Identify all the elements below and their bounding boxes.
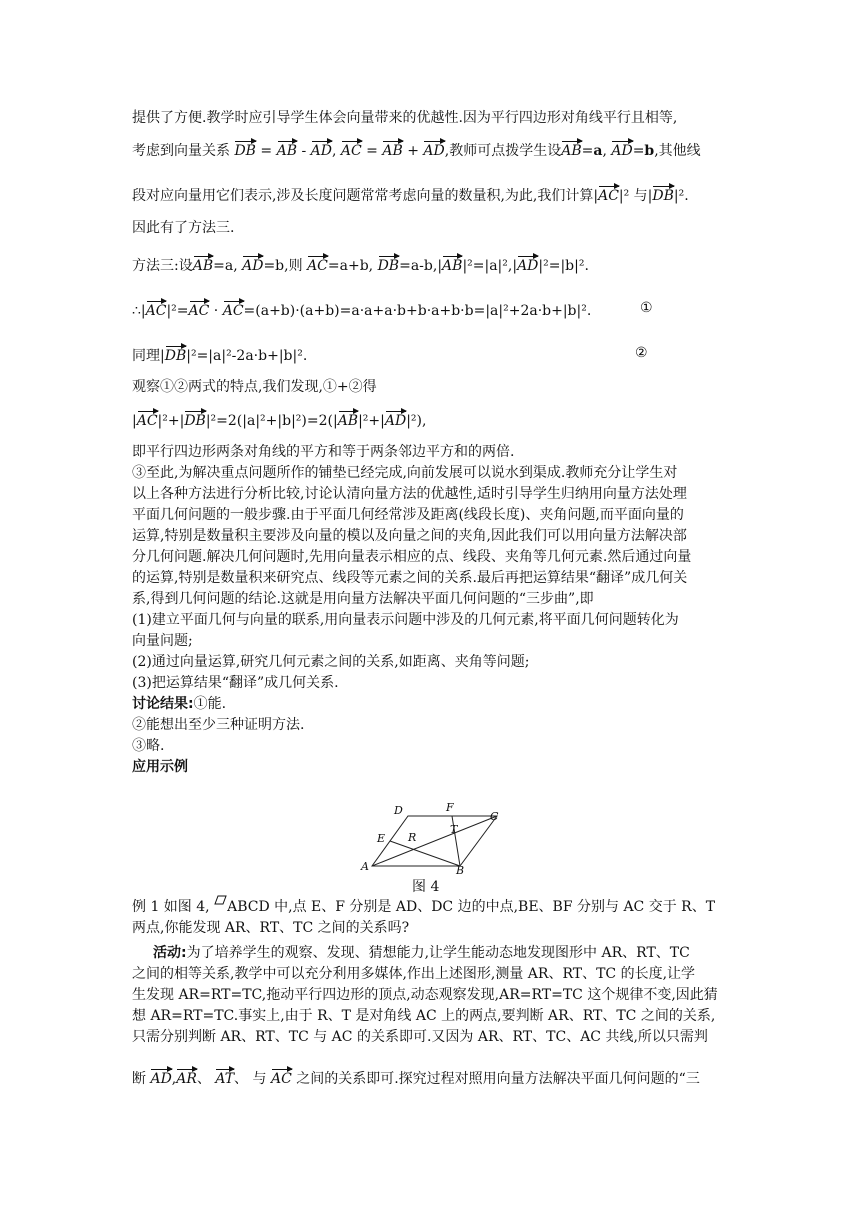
label-F: F	[446, 801, 454, 814]
vector-AD: AD	[150, 1068, 171, 1088]
label-D: D	[394, 804, 403, 817]
text-line: 因此有了方法三.	[132, 220, 235, 236]
bold-a: a	[593, 143, 603, 159]
example-1-line	[132, 897, 744, 917]
text-run: |² 与|	[618, 188, 653, 204]
label-C: C	[490, 810, 499, 823]
label-R: R	[408, 831, 417, 844]
text-run: |²+|	[358, 413, 385, 429]
vector-DB: DB	[165, 345, 187, 365]
text-run: 之间的关系即可.探究过程对照用向量方法解决平面几何问题的“三	[291, 1071, 700, 1087]
vector-AC: AC	[271, 1068, 292, 1088]
text-line: 的运算,特别是数量积来研究点、线段等元素之间的关系.最后再把运算结果“翻译”成几何关	[132, 570, 688, 586]
text-run: =a,	[213, 258, 238, 274]
parallelogram-figure	[360, 800, 510, 874]
text-run: |²=|a|²-2a·b+|b|².	[186, 348, 308, 364]
text-run: |²=|a|²,|	[462, 258, 518, 274]
text-line: ③略.	[132, 738, 165, 754]
text-run: |	[132, 413, 137, 429]
text-line: 只需分别判断 AR、RT、TC 与 AC 的关系即可.又因为 AR、RT、TC、AC 共线,所以只需判	[132, 1029, 708, 1045]
vector-AD: AD	[385, 410, 406, 430]
text-run: |²=	[166, 303, 189, 319]
text-line: 想 AR=RT=TC.事实上,由于 R、T 是对角线 AC 上的两点,要判断 AR、RT、TC 之间的关系,	[132, 1008, 716, 1024]
text-line: 两点,你能发现 AR、RT、TC 之间的关系吗?	[132, 920, 410, 936]
text-run: |²=|b|².	[538, 258, 589, 274]
figure-caption: 图 4	[412, 879, 440, 895]
last-line: 断 AD,AR、 AT、 与 AC 之间的关系即可.探究过程对照用向量方法解决平面几何问题的“三	[132, 1068, 744, 1089]
text-line: 观察①②两式的特点,我们发现,①+②得	[132, 379, 377, 395]
text-line: (3)把运算结果“翻译”成几何关系.	[132, 675, 339, 691]
vector-AB: AB	[561, 140, 581, 160]
equation-number-1: ①	[640, 300, 653, 316]
text-run: |²),	[406, 413, 427, 429]
equation-number-2: ②	[635, 345, 648, 361]
activity-title: 活动:	[153, 945, 187, 961]
text-run: 与	[248, 1071, 271, 1087]
vector-AC: AC	[146, 300, 167, 320]
text-line: 系,得到几何问题的结论.这就是用向量方法解决平面几何问题的“三步曲”,即	[132, 591, 594, 607]
vector-AT: AT	[215, 1068, 234, 1088]
vector-DB: DB	[378, 255, 400, 275]
vector-relation-line: 考虑到向量关系 DB = AB - AD, AC = AB + AD,教师可点拨学生设AB=a, AD=b,其他线	[132, 140, 744, 161]
text-line: ③至此,为解决重点问题所作的铺垫已经完成,向前发展可以说水到渠成.教师充分让学生对	[132, 465, 678, 481]
vector-AC: AC	[307, 255, 328, 275]
text-line: (2)通过向量运算,研究几何元素之间的关系,如距离、夹角等问题;	[132, 654, 530, 670]
text-run: =a+b,	[327, 258, 374, 274]
text-run: 同理|	[132, 348, 165, 364]
text-run: ,教师可点拨学生设	[444, 143, 562, 159]
text-run: ABCD 中,点 E、F 分别是 AD、DC 边的中点,BE、BF 分别与 AC 交于 R、T	[227, 899, 716, 915]
vector-AD: AD	[423, 140, 444, 160]
vector-AB: AB	[442, 255, 462, 275]
vector-DB: DB	[652, 185, 674, 205]
text-line: 以上各种方法进行分析比较,讨论认清向量方法的优越性,适时引导学生归纳用向量方法处理	[132, 486, 687, 502]
text-run: |²=2(|a|²+|b|²)=2(|	[205, 413, 338, 429]
text-line: 之间的相等关系,教学中可以充分利用多媒体,作出上述图形,测量 AR、RT、TC 的长度,让学	[132, 966, 696, 982]
text-line: 平面几何问题的一般步骤.由于平面几何经常涉及距离(线段长度)、夹角问题,而平面向量的	[132, 507, 684, 523]
text-run: 断	[132, 1071, 151, 1087]
text-run: ,其他线	[654, 143, 701, 159]
method-three-line	[132, 255, 744, 276]
text-run: |²+|	[157, 413, 185, 429]
text-line	[132, 185, 744, 206]
text-run: =b,则	[263, 258, 303, 274]
vector-DB: DB	[234, 140, 256, 160]
vector-DB: DB	[184, 410, 206, 430]
text-run: 方法三:设	[132, 258, 193, 274]
vector-AB: AB	[277, 140, 297, 160]
vector-AD: AD	[242, 255, 263, 275]
vector-AC: AC	[598, 185, 619, 205]
bold-b: b	[644, 143, 655, 159]
label-E: E	[377, 832, 386, 845]
vector-AR: AR	[176, 1068, 197, 1088]
sum-line	[132, 410, 744, 431]
discussion-line	[132, 694, 744, 714]
vector-AC: AC	[189, 300, 210, 320]
text-run: =a-b,|	[399, 258, 443, 274]
text-line: 分几何问题.解决几何问题时,先用向量表示相应的点、线段、夹角等几何元素.然后通过向量	[132, 549, 692, 565]
similarly-line	[132, 345, 744, 366]
vector-AC: AC	[137, 410, 158, 430]
text-run: =	[581, 143, 594, 159]
vector-AB: AB	[338, 410, 358, 430]
text-run: ·	[209, 303, 223, 319]
text-run: ①能.	[193, 696, 227, 712]
parallelogram-symbol-icon	[214, 902, 227, 911]
vector-AD: AD	[611, 140, 632, 160]
text-run: |².	[673, 188, 689, 204]
application-examples-title: 应用示例	[132, 759, 188, 775]
text-run: 考虑到向量关系	[132, 143, 230, 159]
label-T: T	[450, 823, 458, 836]
text-run: 为了培养学生的观察、发现、猜想能力,让学生能动态地发现图形中 AR、RT、TC	[186, 945, 690, 961]
label-A: A	[361, 860, 369, 873]
vector-AC: AC	[223, 300, 244, 320]
text-line: 运算,特别是数量积主要涉及向量的模以及向量之间的夹角,因此我们可以用向量方法解决部	[132, 528, 687, 544]
text-line: 向量问题;	[132, 633, 193, 649]
text-run: =(a+b)·(a+b)=a·a+a·b+b·a+b·b=|a|²+2a·b+|b|².	[243, 303, 592, 319]
text-line: ②能想出至少三种证明方法.	[132, 717, 305, 733]
text-line: 生发现 AR=RT=TC,拖动平行四边形的顶点,动态观察发现,AR=RT=TC 这个规律不变,因此猜	[132, 987, 718, 1003]
vector-AD: AD	[517, 255, 538, 275]
activity-line	[132, 943, 744, 963]
section-heading	[132, 757, 744, 777]
vector-AB: AB	[382, 140, 402, 160]
text-line: 即平行四边形两条对角线的平方和等于两条邻边平方和的两倍.	[132, 444, 515, 460]
text-line: 提供了方便.教学时应引导学生体会向量带来的优越性.因为平行四边形对角线平行且相等,	[132, 110, 678, 126]
text-line: (1)建立平面几何与向量的联系,用向量表示问题中涉及的几何元素,将平面几何问题转化为	[132, 612, 679, 628]
text-run: 例 1 如图 4,	[132, 899, 215, 915]
text-run: =	[632, 143, 645, 159]
label-B: B	[456, 864, 465, 874]
vector-AB: AB	[193, 255, 213, 275]
text-run: ∴|	[132, 303, 146, 319]
discussion-title: 讨论结果:	[132, 696, 194, 712]
text-run: 段对应向量用它们表示,涉及长度问题常常考虑向量的数量积,为此,我们计算|	[132, 188, 599, 204]
vector-AC: AC	[341, 140, 362, 160]
vector-AD: AD	[311, 140, 332, 160]
